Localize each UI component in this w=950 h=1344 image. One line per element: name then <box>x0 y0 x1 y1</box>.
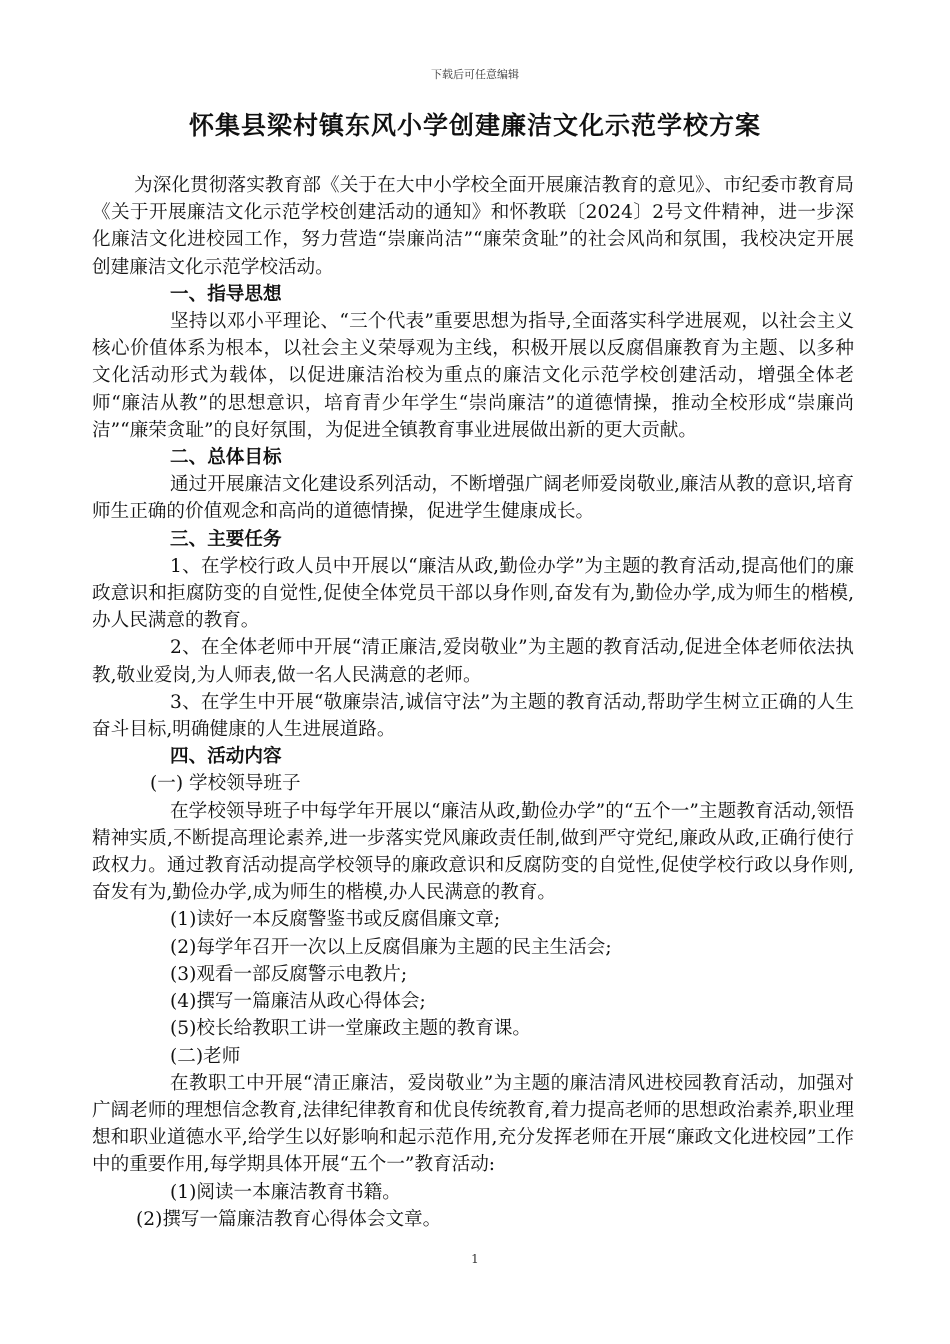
section-body-overall-goal: 通过开展廉洁文化建设系列活动，不断增强广阔老师爱岗敬业,廉洁从教的意识,培育师生正确的价值观念和高尚的道德情操，促进学生健康成长。 <box>92 474 854 523</box>
section-heading-guiding-thought: 一、指导思想 <box>170 283 282 305</box>
section-heading-activities: 四、活动内容 <box>170 746 282 768</box>
task-item: 2、在全体老师中开展“清正廉洁,爱岗敬业”为主题的教育活动,促进全体老师依法执教,敬业爱岗,为人师表,做一名人民满意的老师。 <box>92 637 854 686</box>
subsection-body-leadership: 在学校领导班子中每学年开展以“廉洁从政,勤俭办学”的“五个一”主题教育活动,领悟精神实质,不断提高理论素养,进一步落实党风廉政责任制,做到严守党纪,廉政从政,正确行使行政权力。通过教育活动提高学校领导的廉政意识和反腐防变的自觉性,促使学校行政以身作则,奋发有为,勤俭办学,成为师生的楷模,办人民满意的教育。 <box>92 800 854 904</box>
list-item: (2)每学年召开一次以上反腐倡廉为主题的民主生活会; <box>170 936 612 958</box>
page-number: 1 <box>471 1252 479 1266</box>
task-item: 3、在学生中开展“敬廉崇洁,诚信守法”为主题的教育活动,帮助学生树立正确的人生奋斗目标,明确健康的人生进展道路。 <box>92 691 854 741</box>
list-item: (5)校长给教职工讲一堂廉政主题的教育课。 <box>170 1018 532 1040</box>
section-heading-main-tasks: 三、主要任务 <box>170 528 282 550</box>
document-title: 怀集县梁村镇东风小学创建廉洁文化示范学校方案 <box>188 111 761 140</box>
subsection-heading-teachers: (二)老师 <box>170 1045 241 1067</box>
list-item: (4)撰写一篇廉洁从政心得体会; <box>170 991 426 1013</box>
list-item: (2)撰写一篇廉洁教育心得体会文章。 <box>136 1208 442 1230</box>
list-item: (1)阅读一本廉洁教育书籍。 <box>170 1181 401 1203</box>
document-body <box>92 172 854 1233</box>
subsection-body-teachers: 在教职工中开展“清正廉洁，爱岗敬业”为主题的廉洁清风进校园教育活动，加强对广阔老师的理想信念教育,法律纪律教育和优良传统教育,着力提高老师的思想政治素养,职业理想和职业道德水平,给学生以好影响和起示范作用,充分发挥老师在开展“廉政文化进校园”工作中的重要作用,每学期具体开展“五个一”教育活动: <box>92 1072 854 1176</box>
section-body-guiding-thought: 坚持以邓小平理论、“三个代表”重要思想为指导,全面落实科学进展观，以社会主义核心价值体系为根本，以社会主义荣辱观为主线，积极开展以反腐倡廉教育为主题、以多种文化活动形式为载体，以促进廉洁治校为重点的廉洁文化示范学校创建活动，增强全体老师“廉洁从教”的思想意识，培育青少年学生“崇尚廉洁”的道德情操，推动全校形成“崇廉尚洁”“廉荣贪耻”的良好氛围，为促进全镇教育事业进展做出新的更大贡献。 <box>92 311 854 441</box>
task-item: 1、在学校行政人员中开展以“廉洁从政,勤俭办学”为主题的教育活动,提高他们的廉政意识和拒腐防变的自觉性,促使全体党员干部以身作则,奋发有为,勤俭办学,成为师生的楷模,办人民满意的教育。 <box>92 555 854 632</box>
list-item: (3)观看一部反腐警示电教片; <box>170 963 408 985</box>
section-heading-overall-goal: 二、总体目标 <box>170 447 282 469</box>
header-note: 下载后可任意编辑 <box>431 68 519 81</box>
subsection-heading-leadership: (一) 学校领导班子 <box>150 773 301 795</box>
list-item: (1)读好一本反腐警鉴书或反腐倡廉文章; <box>170 909 501 931</box>
intro-paragraph: 为深化贯彻落实教育部《关于在大中小学校全面开展廉洁教育的意见》、市纪委市教育局《关于开展廉洁文化示范学校创建活动的通知》和怀教联〔2024〕2号文件精神，进一步深化廉洁文化进校园工作，努力营造“崇廉尚洁”“廉荣贪耻”的社会风尚和氛围，我校决定开展创建廉洁文化示范学校活动。 <box>92 175 854 278</box>
